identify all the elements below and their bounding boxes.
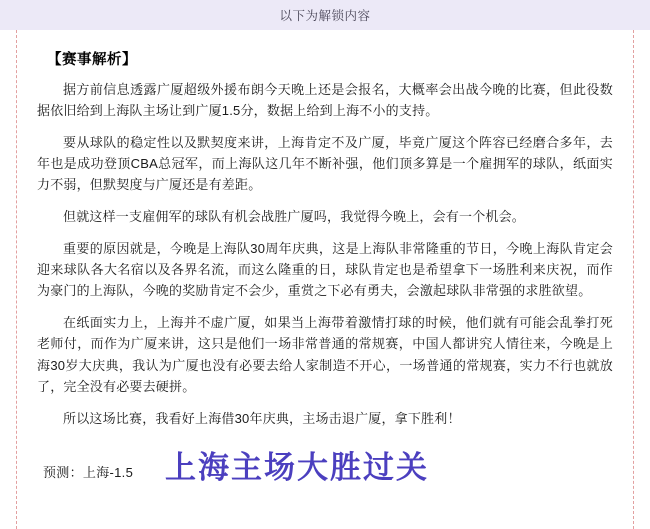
- page-title: 【赛事解析】: [47, 52, 137, 68]
- banner-label: 以下为解锁内容: [279, 9, 371, 23]
- prediction-row: [37, 440, 613, 500]
- prediction-stamp: 上海主场大胜过关: [165, 449, 429, 485]
- article-paragraph: 但就这样一支雇佣军的球队有机会战胜广厦吗，我觉得今晚上，会有一个机会。: [63, 209, 526, 225]
- article-container: [16, 30, 634, 529]
- prediction-label: 预测：上海-1.5: [43, 464, 134, 480]
- article-paragraph: 据方前信息透露广厦超级外援布朗今天晚上还是会报名，大概率会出战今晚的比赛，但此役数据依旧给到上海队主场让到广厦1.5分，数据上给到上海不小的支持。: [37, 82, 613, 119]
- article-paragraph: 所以这场比赛，我看好上海借30年庆典，主场击退广厦，拿下胜利！: [63, 410, 461, 426]
- article-paragraph: 要从球队的稳定性以及默契度来讲，上海肯定不及广厦，毕竟广厦这个阵容已经磨合多年，去年也是成功登顶CBA总冠军，而上海队这几年不断补强，他们顶多算是一个雇拥军的球队，纸面实力不弱，但默契度与广厦还是有差距。: [37, 135, 613, 193]
- article-paragraph: 重要的原因就是，今晚是上海队30周年庆典，这是上海队非常隆重的节日，今晚上海队肯定会迎来球队各大名宿以及各界名流，而这么隆重的日，球队肯定也是希望拿下一场胜利来庆祝，而作为豪门的上海队，今晚的奖励肯定不会少，重赏之下必有勇夫，会激起球队非常强的求胜欲望。: [37, 241, 613, 299]
- article-paragraph: 在纸面实力上，上海并不虚广厦，如果当上海带着激情打球的时候，他们就有可能会乱拳打死老师付，而作为广厦来讲，这只是他们一场非常普通的常规赛，中国人都讲究人情往来，今晚是上海30岁大庆典，我认为广厦也没有必要去给人家制造不开心，一场普通的常规赛，实力不行也就放了，完全没有必要去硬拼。: [37, 315, 613, 394]
- unlocked-content-banner: [0, 0, 650, 30]
